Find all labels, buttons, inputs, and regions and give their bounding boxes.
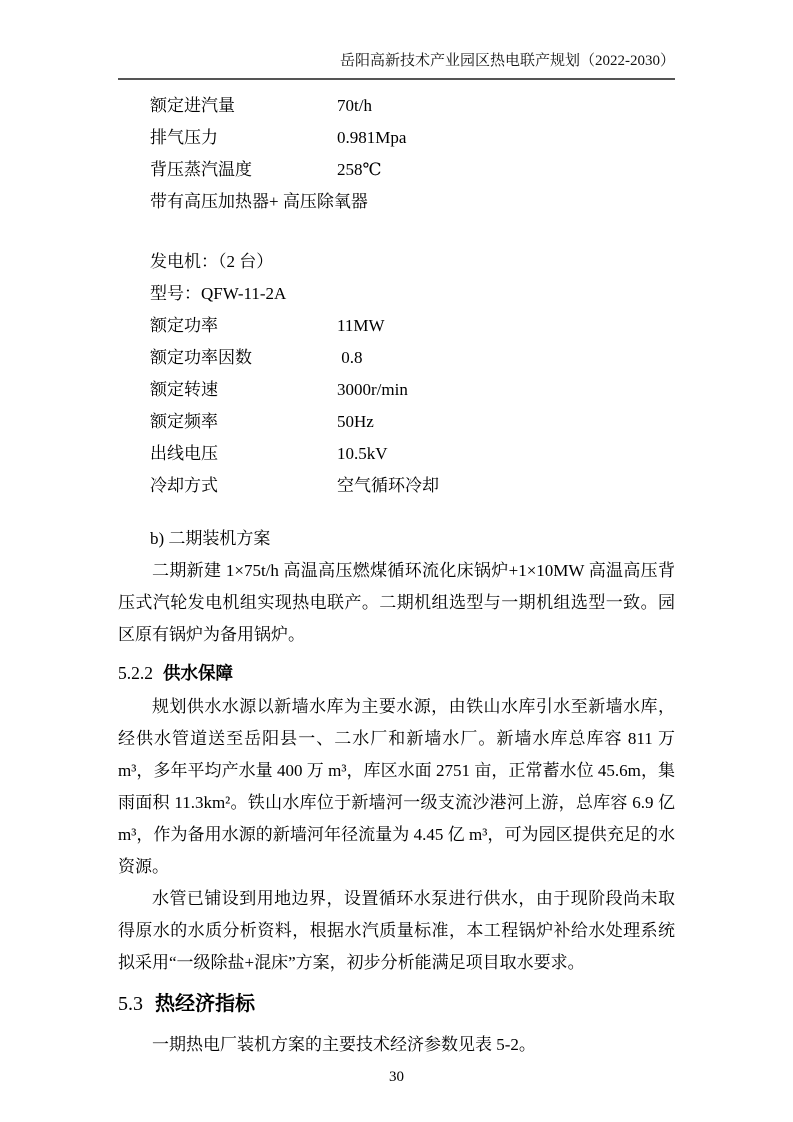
spec-value: 11MW	[337, 316, 385, 335]
spec-row	[118, 438, 675, 470]
equipment-note: 带有高压加热器+ 高压除氧器	[150, 192, 368, 211]
section-number: 5.2.2	[118, 663, 153, 683]
water-supply-paragraph-2: 水管已铺设到用地边界，设置循环水泵进行供水，由于现阶段尚未取得原水的水质分析资料，根据水汽质量标准，本工程锅炉补给水处理系统拟采用“一级除盐+混床”方案，初步分析能满足项目取水要求。	[118, 889, 675, 972]
turbine-spec-list	[118, 90, 675, 218]
spec-label: 额定功率	[150, 316, 218, 335]
generator-model-line: 型号：QFW-11-2A	[150, 284, 287, 303]
page-number: 30	[389, 1069, 404, 1085]
spec-label: 冷却方式	[150, 476, 218, 495]
spec-row	[118, 406, 675, 438]
spec-label: 额定频率	[150, 412, 218, 431]
spec-label: 额定功率因数	[150, 348, 252, 367]
header-title: 岳阳高新技术产业园区热电联产规划（2022-2030）	[340, 53, 675, 69]
section-title: 热经济指标	[155, 993, 255, 1015]
phase2-paragraph: 二期新建 1×75t/h 高温高压燃煤循环流化床锅炉+1×10MW 高温高压背压式汽轮发电机组实现热电联产。二期机组选型与一期机组选型一致。园区原有锅炉为备用锅炉。	[118, 561, 675, 644]
water-supply-paragraph-1: 规划供水水源以新墙水库为主要水源，由铁山水库引水至新墙水库，经供水管道送至岳阳县一、二水厂和新墙水厂。新墙水库总库容 811 万 m³，多年平均产水量 400 万 m³，库区水面 2751 亩，正常蓄水位 45.6m，集雨面积 11.3km²。铁山水库位于新墙河一级支流沙港河上游，总库容 6.9 亿 m³，作为备用水源的新墙河年径流量为 4.45 亿 m³，可为园区提供充足的水资源。	[118, 697, 675, 876]
section-heading-53	[118, 987, 675, 1021]
generator-spec-list	[118, 246, 675, 502]
spec-label: 出线电压	[150, 444, 218, 463]
header-rule	[118, 78, 675, 80]
economics-paragraph: 一期热电厂装机方案的主要技术经济参数见表 5-2。	[152, 1035, 536, 1054]
spec-value: 3000r/min	[337, 380, 408, 399]
spec-label: 排气压力	[150, 128, 218, 147]
spec-row	[118, 374, 675, 406]
page-content	[118, 90, 675, 1089]
spec-value: 50Hz	[337, 412, 374, 431]
phase2-subheading: b) 二期装机方案	[150, 529, 271, 548]
spec-label: 额定转速	[150, 380, 218, 399]
spec-value: 空气循环冷却	[337, 476, 439, 495]
spec-value: 0.8	[337, 348, 363, 367]
spec-value: 258℃	[337, 160, 382, 179]
section-number: 5.3	[118, 993, 143, 1015]
spec-label: 额定进汽量	[150, 96, 235, 115]
spec-row	[118, 470, 675, 502]
spec-row	[118, 310, 675, 342]
section-heading-522	[118, 655, 675, 691]
section-title: 供水保障	[163, 663, 233, 683]
spec-row	[118, 122, 675, 154]
spec-value: 10.5kV	[337, 444, 388, 463]
generator-title-line: 发电机：（2 台）	[150, 252, 274, 271]
spec-value: 0.981Mpa	[337, 128, 407, 147]
spec-row	[118, 342, 675, 374]
spec-label: 背压蒸汽温度	[150, 160, 252, 179]
spec-row	[118, 90, 675, 122]
spec-row	[118, 154, 675, 186]
spec-value: 70t/h	[337, 96, 372, 115]
page-header	[118, 0, 675, 80]
